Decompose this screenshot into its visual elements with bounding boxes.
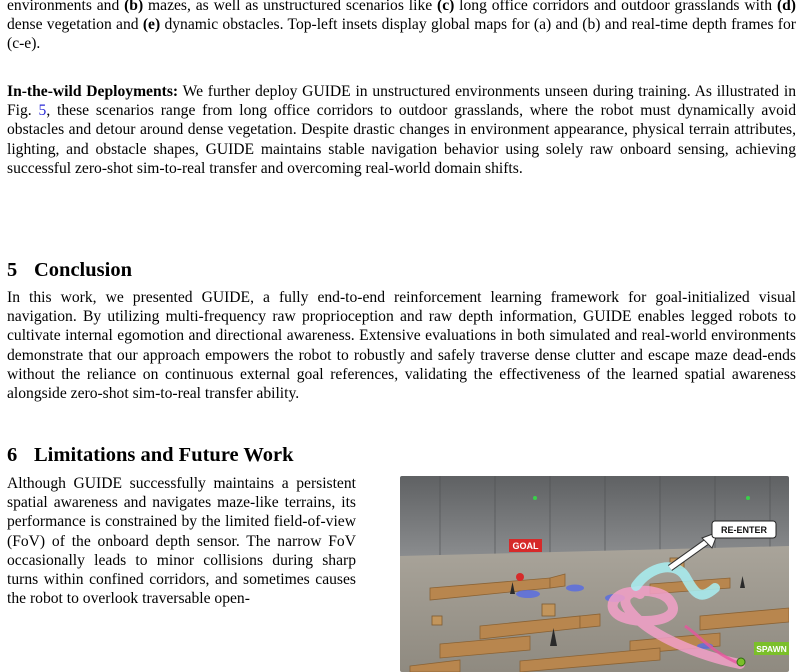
goal-marker — [516, 573, 524, 581]
status-light — [746, 496, 750, 500]
paragraph-text: In this work, we presented GUIDE, a fully end-to-end reinforcement learning framework for goal-initialized visual navigation. By utilizing multi-frequency raw proprioception and raw depth information, GUIDE enables legged robots to cultivate internal egomotion and directional awareness. Extensive evaluations in both simulated and real-world environments demonstrate that our approach empowers the robot to robustly and safely traverse dense clutter and escape maze dead-ends without the reliance on continuous external goal references, validating the effectiveness of the learned spatial awareness alongside zero-shot sim-to-real transfer ability. — [7, 289, 796, 403]
maze-photo — [400, 476, 789, 672]
caption-seg: mazes, as well as unstructured scenarios like — [143, 0, 438, 14]
caption-seg: environments and — [7, 0, 125, 14]
caption-panel-label: (d) — [776, 0, 796, 14]
caption-panel-label: (e) — [142, 16, 161, 34]
figure-reference-link[interactable]: 5 — [38, 102, 47, 120]
paragraph-text: , these scenarios range from long office corridors to outdoor grasslands, where the robot must dynamically avoid obstacles and detour around dense vegetation. Despite drastic changes in environment appearance, physical terrain attributes, lighting, and obstacle shapes, GUIDE maintains stable navigation behavior using solely raw onboard sensing, achieving successful zero-shot sim-to-real transfer and overcoming real-world domain shifts. — [7, 102, 796, 177]
caption-seg: long office corridors and outdoor grasslands with — [454, 0, 777, 14]
section-number: 6 — [7, 444, 18, 466]
re-enter-label: RE-ENTER — [720, 525, 768, 535]
limitations-paragraph — [7, 474, 356, 608]
section-heading-conclusion — [7, 258, 132, 282]
caption-seg: dynamic obstacles. Top-left insets display global maps for (a) and (b) and real-time depth frames for (c-e). — [7, 16, 796, 53]
section-heading-limitations — [7, 443, 294, 467]
section-title: Conclusion — [34, 259, 132, 281]
maze-figure — [400, 476, 789, 672]
figure-caption-continuation — [7, 0, 796, 54]
paragraph-text: We further deploy GUIDE in unstructured environments unseen during training. As illustrated in Fig. — [7, 83, 796, 120]
caption-panel-label: (b) — [124, 0, 144, 14]
caption-text — [7, 0, 796, 54]
spawn-marker — [737, 658, 745, 666]
caption-seg: dense vegetation and — [7, 16, 143, 34]
conclusion-paragraph — [7, 288, 796, 403]
paragraph-text: Although GUIDE successfully maintains a persistent spatial awareness and navigates maze-like terrains, its performance is constrained by the limited field-of-view (FoV) of the onboard depth sensor. The narrow FoV occasionally leads to minor collisions during sharp turns within confined corridors, and sometimes causes the robot to overlook traversable open- — [7, 475, 356, 608]
spawn-label: SPAWN — [756, 644, 787, 654]
section-title: Limitations and Future Work — [34, 444, 294, 466]
goal-label: GOAL — [512, 541, 539, 551]
in-the-wild-paragraph — [7, 82, 796, 178]
caption-panel-label: (c) — [437, 0, 455, 14]
back-wall — [400, 476, 789, 556]
section-number: 5 — [7, 259, 18, 281]
paragraph-heading: In-the-wild Deployments: — [7, 83, 179, 100]
status-light — [533, 496, 537, 500]
